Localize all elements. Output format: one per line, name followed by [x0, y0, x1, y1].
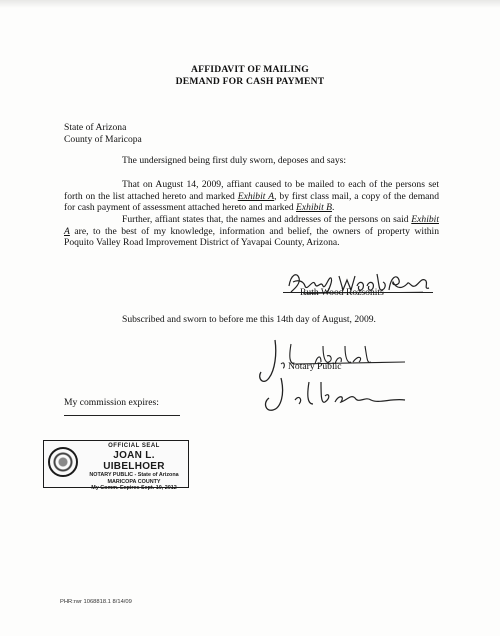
venue-block: [64, 122, 142, 145]
seal-line-5: My Comm. Expires Sept. 10, 2012: [91, 485, 177, 491]
seal-text-block: [82, 443, 186, 492]
affiant-name: Ruth Wood Rozsonits: [300, 287, 384, 298]
seal-line-3: NOTARY PUBLIC - State of Arizona: [89, 472, 179, 478]
paragraph-1-text-a: That on August 14, 2009, affiant caused to be mailed to each of the persons set forth on the list attached hereto and marked: [64, 179, 439, 202]
subscribed-text: Subscribed and sworn to before me this 14th day of August, 2009.: [122, 314, 376, 325]
title-line-2: DEMAND FOR CASH PAYMENT: [175, 76, 325, 87]
scan-edge: [0, 0, 500, 8]
paragraph-2-exhibit-a: Exhibit A: [64, 214, 439, 237]
paragraph-2: [64, 214, 439, 249]
commission-expires-label: My commission expires:: [64, 397, 159, 408]
county-line: County of Maricopa: [64, 133, 142, 145]
seal-notary-name: JOAN L. UIBELHOER: [103, 450, 165, 472]
title-line-1: AFFIDAVIT OF MAILING: [191, 64, 309, 75]
document-footer: PHR:rwr 1068818.1 8/14/09: [60, 599, 132, 605]
commission-expires-line: [64, 415, 180, 416]
notary-signature: [255, 334, 415, 414]
paragraph-1-exhibit-a: Exhibit A: [237, 190, 275, 202]
state-seal-emblem-icon: [48, 447, 78, 477]
paragraph-1: [64, 179, 439, 214]
seal-line-1: OFFICIAL SEAL: [108, 443, 160, 449]
official-notary-seal: [43, 440, 189, 491]
paragraph-2-text-a: Further, affiant states that, the names and addresses of the persons on said: [122, 214, 412, 225]
paragraph-1-text-b: , by first class mail, a copy of the demand for cash payment of assessment attached hereto and marked: [64, 190, 440, 213]
paragraph-1-exhibit-b: Exhibit B: [296, 202, 332, 213]
intro-text: The undersigned being first duly sworn, deposes and says:: [122, 155, 347, 166]
paragraph-1-text-c: .: [332, 202, 335, 213]
seal-line-4: MARICOPA COUNTY: [107, 479, 161, 485]
document-title: [0, 64, 500, 88]
state-line: State of Arizona: [64, 122, 127, 133]
paragraph-2-text-b: are, to the best of my knowledge, information and belief, the owners of property within Poquito Valley Road Improvement District of Yavapai County, Arizona.: [64, 225, 439, 248]
notary-public-label: Notary Public: [288, 361, 342, 372]
